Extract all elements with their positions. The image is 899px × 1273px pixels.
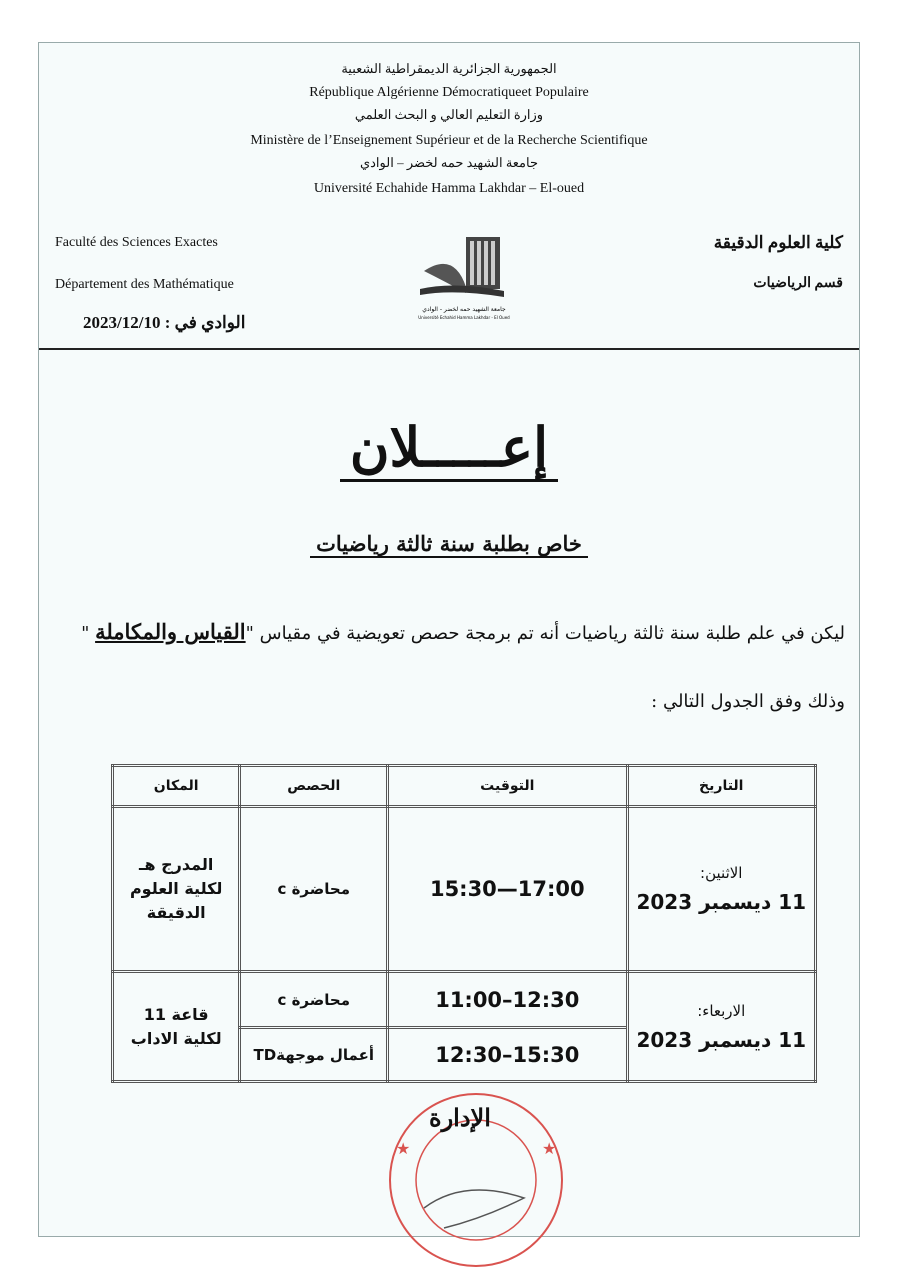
place-line: الدقيقة	[146, 903, 206, 922]
place-line: لكلية الاداب	[130, 1028, 222, 1048]
header-ar-ministry: وزارة التعليم العالي و البحث العلمي	[354, 107, 544, 122]
header-time: التوقيت	[388, 766, 627, 807]
schedule-table	[111, 764, 817, 1083]
header-ar-university: جامعة الشهيد حمه لخضر – الوادي	[359, 155, 539, 170]
session-cell: محاضرة c	[240, 807, 388, 972]
date-line	[83, 313, 245, 333]
date-cell	[627, 972, 815, 1082]
signature-scribble	[424, 1190, 524, 1228]
date-label: الوادي في :	[164, 313, 246, 332]
header-place: المكان	[113, 766, 240, 807]
time-cell: 11:00–12:30	[388, 972, 627, 1028]
header-fr-republic: République Algérienne Démocratiqueet Populaire	[309, 85, 589, 100]
department-ar: قسم الرياضيات	[753, 276, 843, 291]
announcement-body	[45, 619, 845, 644]
stamp-star-icon: ★	[396, 1139, 411, 1158]
date-value: 11 ديسمبر 2023	[636, 1027, 807, 1052]
logo-caption-fr: Université Echahid Hamma Lakhdar - El Oued	[418, 315, 510, 320]
time-cell: 12:30–15:30	[388, 1028, 627, 1082]
announcement-title: إعـــــلان	[39, 415, 859, 479]
announcement-subtitle: خاص بطلبة سنة ثالثة رياضيات	[39, 531, 859, 556]
place-cell	[113, 972, 240, 1082]
department-fr: Département des Mathématique	[55, 277, 234, 292]
stamp-star-icon: ★	[542, 1139, 557, 1158]
module-name: القياس والمكاملة	[95, 619, 246, 644]
university-logo	[414, 231, 514, 327]
header-session: الحصص	[240, 766, 388, 807]
place-cell	[113, 807, 240, 972]
table-row	[113, 972, 816, 1028]
session-cell: أعمال موجهةTD	[240, 1028, 388, 1082]
table-row	[113, 807, 816, 972]
date-cell	[627, 807, 815, 972]
header-fr-university: Université Echahide Hamma Lakhdar – El-oued	[313, 181, 585, 196]
faculty-ar: كلية العلوم الدقيقة	[713, 233, 843, 252]
faculty-fr: Faculté des Sciences Exactes	[55, 235, 218, 250]
header-date: التاريخ	[627, 766, 815, 807]
date-value: 11 ديسمبر 2023	[636, 890, 807, 914]
day-label: الاثنين:	[700, 864, 743, 882]
header-ar-republic: الجمهورية الجزائرية الديمقراطية الشعبية	[341, 61, 557, 76]
place-line: المدرج هـ	[139, 855, 214, 874]
body-prefix: ليكن في علم طلبة سنة ثالثة رياضيات أنه تم برمجة حصص تعويضية في مقياس "	[245, 623, 845, 644]
table-header-row	[113, 766, 816, 807]
body-suffix: "	[81, 623, 96, 644]
header-fr-ministry: Ministère de l’Enseignement Supérieur et de la Recherche Scientifique	[250, 133, 648, 148]
signature-label: الإدارة	[429, 1103, 491, 1132]
announcement-body-2: وذلك وفق الجدول التالي :	[651, 691, 845, 712]
session-cell: محاضرة c	[240, 972, 388, 1028]
place-line: قاعة 11	[143, 1004, 209, 1024]
logo-caption-ar: جامعة الشهيد حمه لخضر - الوادي	[422, 306, 506, 313]
date-value: 2023/12/10	[83, 313, 161, 332]
document-sheet	[38, 42, 860, 1237]
time-cell: 15:30—17:00	[388, 807, 627, 972]
place-line: لكلية العلوم	[129, 879, 223, 898]
header-divider	[39, 348, 859, 350]
day-label: الاربعاء:	[697, 1001, 746, 1020]
